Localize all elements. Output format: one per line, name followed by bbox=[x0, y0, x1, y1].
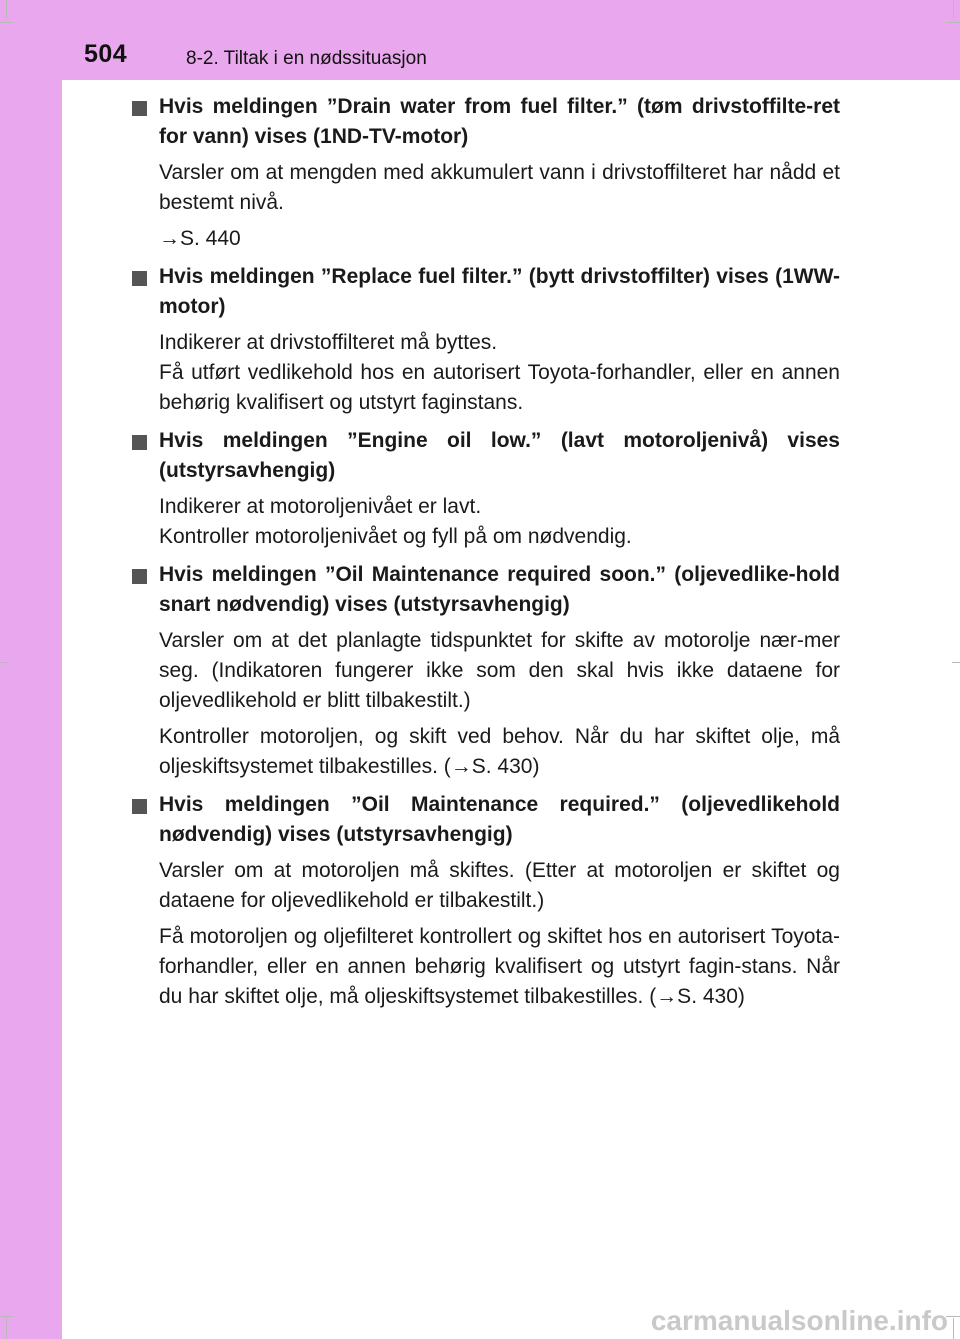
section-heading: Hvis meldingen ”Drain water from fuel filter.” (tøm drivstoffilte-ret for vann) vises (1ND-TV-motor) bbox=[132, 92, 840, 152]
paragraph-line: Varsler om at mengden med akkumulert vann i drivstoffilteret har nådd et bestemt nivå. bbox=[159, 161, 840, 214]
paragraph-line: Indikerer at drivstoffilteret må byttes. bbox=[159, 331, 498, 354]
section-title: 8-2. Tiltak i en nødssituasjon bbox=[186, 48, 427, 69]
square-bullet-icon bbox=[132, 435, 147, 450]
paragraph-line: Kontroller motoroljen, og skift ved behov. Når du har skiftet olje, må oljeskiftsystemet tilbakestilles. (→S. 430) bbox=[159, 725, 840, 778]
message-section bbox=[132, 560, 840, 782]
paragraph bbox=[132, 856, 840, 916]
watermark: carmanualsonline.info bbox=[650, 1305, 948, 1336]
paragraph bbox=[132, 158, 840, 218]
crop-mark bbox=[6, 1318, 7, 1339]
paragraph bbox=[132, 328, 840, 418]
section-heading: Hvis meldingen ”Oil Maintenance required soon.” (oljevedlike-hold snart nødvendig) vises (utstyrsavhengig) bbox=[132, 560, 840, 620]
section-heading: Hvis meldingen ”Replace fuel filter.” (bytt drivstoffilter) vises (1WW-motor) bbox=[132, 262, 840, 322]
square-bullet-icon bbox=[132, 271, 147, 286]
crop-mark bbox=[953, 1318, 954, 1339]
crop-mark bbox=[952, 662, 960, 663]
paragraph-line: Få utført vedlikehold hos en autorisert Toyota-forhandler, eller en annen behørig kvalifisert og utstyrt faginstans. bbox=[159, 361, 840, 414]
paragraph-line: Kontroller motoroljenivået og fyll på om nødvendig. bbox=[159, 525, 632, 548]
side-tab-strip bbox=[0, 0, 62, 1339]
square-bullet-icon bbox=[132, 569, 147, 584]
message-section bbox=[132, 92, 840, 254]
paragraph-line: Få motoroljen og oljefilteret kontrollert og skiftet hos en autorisert Toyota-forhandler, eller en annen behørig kvalifisert og utstyrt fagin-stans. Når du har skiftet olje, må oljeskiftsystemet tilbakestilles. (→S. 430) bbox=[159, 925, 840, 1008]
crop-mark bbox=[946, 22, 960, 23]
section-heading: Hvis meldingen ”Oil Maintenance required.” (oljevedlikehold nødvendig) vises (utstyrsavhengig) bbox=[132, 790, 840, 850]
paragraph-line: Varsler om at motoroljen må skiftes. (Etter at motoroljen er skiftet og dataene for oljevedlikehold er tilbakestilt.) bbox=[159, 859, 840, 912]
message-section bbox=[132, 426, 840, 552]
crop-mark bbox=[0, 662, 8, 663]
page-header bbox=[0, 0, 960, 78]
paragraph bbox=[132, 922, 840, 1012]
page-content bbox=[132, 92, 840, 1020]
square-bullet-icon bbox=[132, 101, 147, 116]
paragraph-line: Varsler om at det planlagte tidspunktet for skifte av motorolje nær-mer seg. (Indikatoren fungerer ikke som den skal hvis ikke dataene for oljevedlikehold er blitt tilbakestilt.) bbox=[159, 629, 840, 712]
crop-mark bbox=[0, 22, 14, 23]
crop-mark bbox=[6, 0, 7, 18]
page-reference bbox=[132, 224, 840, 254]
message-section bbox=[132, 790, 840, 1012]
section-heading: Hvis meldingen ”Engine oil low.” (lavt motoroljenivå) vises (utstyrsavhengig) bbox=[132, 426, 840, 486]
paragraph bbox=[132, 722, 840, 782]
page-number: 504 bbox=[84, 40, 128, 68]
square-bullet-icon bbox=[132, 799, 147, 814]
reference-link[interactable]: →S. 440 bbox=[159, 227, 241, 250]
paragraph bbox=[132, 492, 840, 552]
crop-mark bbox=[953, 0, 954, 18]
paragraph-line: Indikerer at motoroljenivået er lavt. bbox=[159, 495, 482, 518]
message-section bbox=[132, 262, 840, 418]
paragraph bbox=[132, 626, 840, 716]
header-divider bbox=[0, 78, 960, 80]
crop-mark bbox=[946, 1316, 960, 1317]
crop-mark bbox=[0, 1316, 14, 1317]
